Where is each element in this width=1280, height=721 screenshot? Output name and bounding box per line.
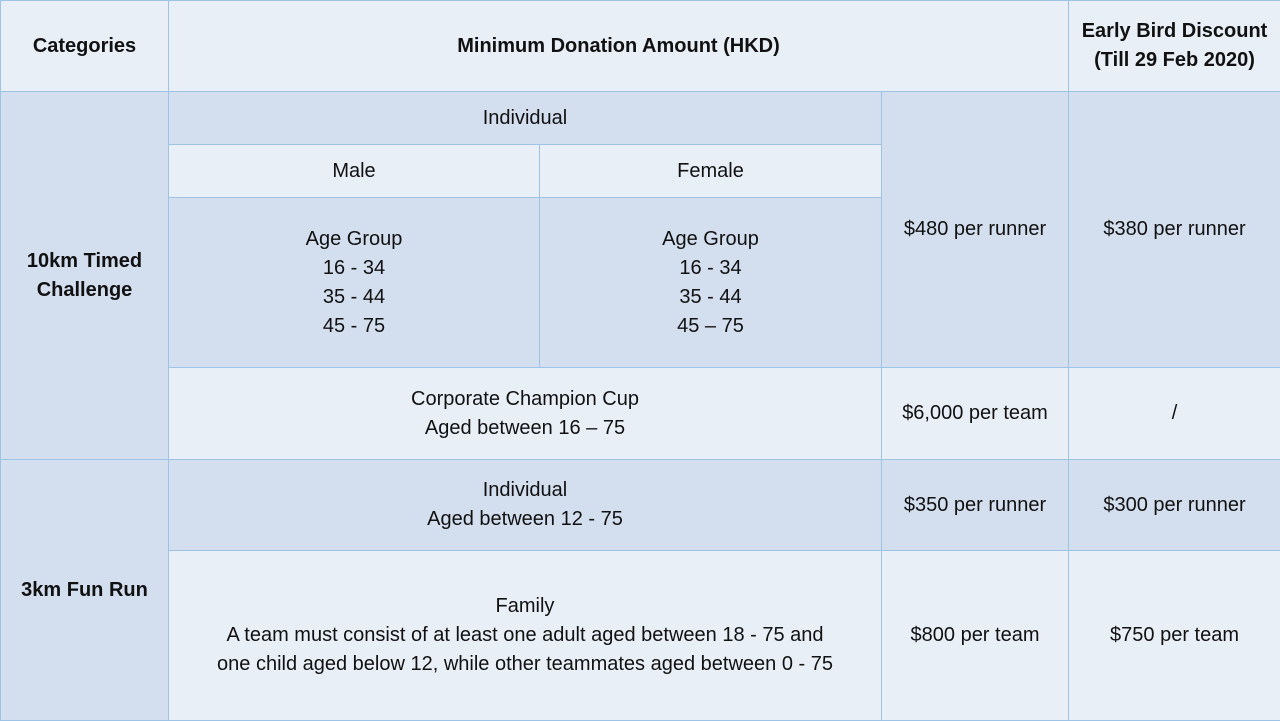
category-10km-timed-challenge	[1, 92, 169, 460]
timed-individual-price: $480 per runner	[882, 92, 1069, 368]
fun-run-individual-early-bird: $300 per runner	[1069, 460, 1280, 551]
family-rule-line1: A team must consist of at least one adult aged between 18 - 75 and	[177, 621, 873, 650]
female-age-title: Age Group	[548, 225, 873, 254]
fun-run-individual-title: Individual	[177, 476, 873, 505]
fun-run-family-row	[1, 551, 1280, 721]
fun-run-individual-age: Aged between 12 - 75	[177, 505, 873, 534]
header-early-bird	[1069, 1, 1280, 92]
male-age-groups	[169, 198, 540, 368]
timed-individual-row	[1, 92, 1280, 145]
male-age-title: Age Group	[177, 225, 531, 254]
female-age-group: 35 - 44	[548, 283, 873, 312]
category-10km-line2: Challenge	[9, 276, 160, 305]
male-age-group: 16 - 34	[177, 254, 531, 283]
female-age-groups	[540, 198, 882, 368]
timed-individual-label: Individual	[169, 92, 882, 145]
corporate-title: Corporate Champion Cup	[177, 385, 873, 414]
corporate-row	[1, 368, 1280, 460]
female-age-group: 45 – 75	[548, 312, 873, 341]
corporate-age: Aged between 16 – 75	[177, 414, 873, 443]
header-row	[1, 1, 1280, 92]
header-minimum-donation: Minimum Donation Amount (HKD)	[169, 1, 1069, 92]
header-early-bird-title: Early Bird Discount	[1077, 17, 1272, 46]
corporate-price: $6,000 per team	[882, 368, 1069, 460]
family-early-bird: $750 per team	[1069, 551, 1280, 721]
corporate-champion-cup	[169, 368, 882, 460]
timed-individual-early-bird: $380 per runner	[1069, 92, 1280, 368]
corporate-early-bird: /	[1069, 368, 1280, 460]
female-label: Female	[540, 145, 882, 198]
category-3km-fun-run: 3km Fun Run	[1, 460, 169, 721]
family-rule-line2: one child aged below 12, while other teammates aged between 0 - 75	[177, 650, 873, 679]
family-title: Family	[177, 592, 873, 621]
family-price: $800 per team	[882, 551, 1069, 721]
category-10km-line1: 10km Timed	[9, 247, 160, 276]
male-label: Male	[169, 145, 540, 198]
female-age-group: 16 - 34	[548, 254, 873, 283]
fun-run-family	[169, 551, 882, 721]
male-age-group: 35 - 44	[177, 283, 531, 312]
fun-run-individual	[169, 460, 882, 551]
header-categories: Categories	[1, 1, 169, 92]
male-age-group: 45 - 75	[177, 312, 531, 341]
fun-run-individual-row	[1, 460, 1280, 551]
fun-run-individual-price: $350 per runner	[882, 460, 1069, 551]
header-early-bird-date: (Till 29 Feb 2020)	[1077, 46, 1272, 75]
